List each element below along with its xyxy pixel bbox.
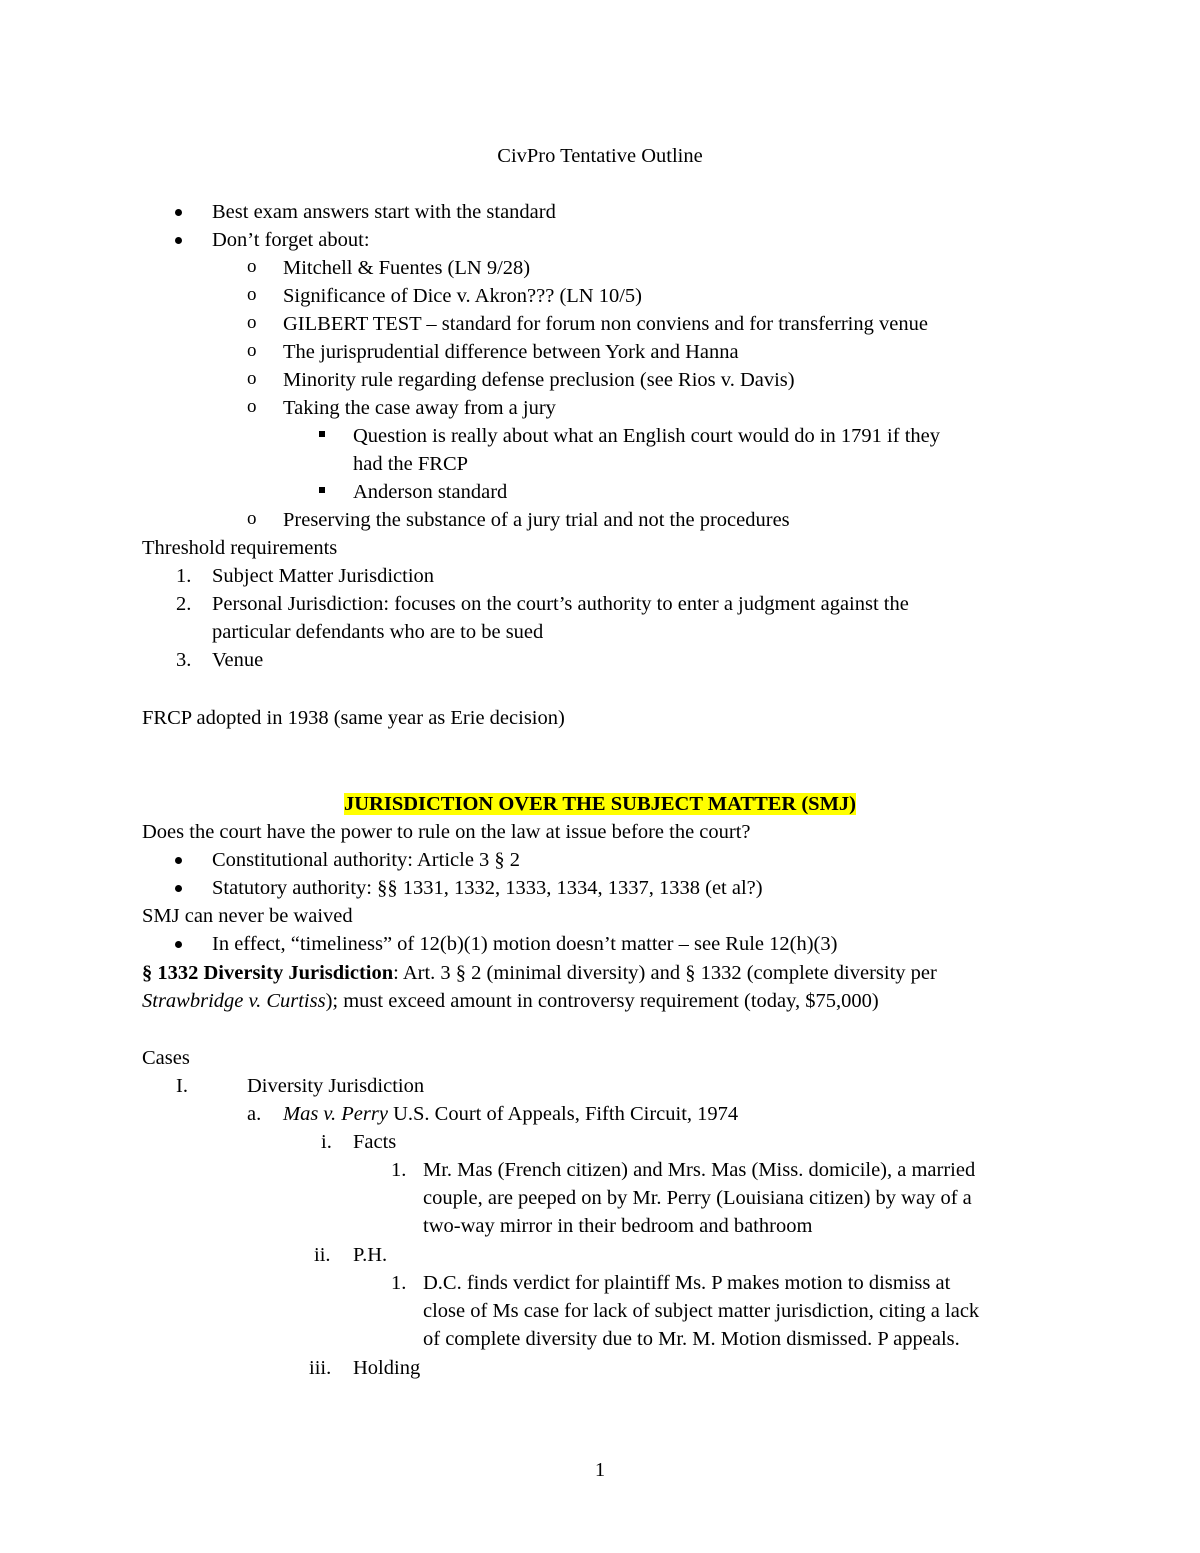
list-item: Best exam answers start with the standard [212, 198, 556, 226]
diversity-paragraph-continuation: Strawbridge v. Curtiss); must exceed amount in controversy requirement (today, $75,000) [142, 990, 879, 1012]
bullet-icon [175, 941, 182, 948]
bullet-icon [175, 885, 182, 892]
cases-heading: Cases [142, 1047, 190, 1069]
numbered-item: 3. Venue [176, 649, 264, 671]
hollow-bullet-icon: o [247, 396, 257, 417]
hollow-bullet-icon: o [247, 256, 257, 277]
outline-level-3: i. Facts [321, 1131, 397, 1153]
list-item: o The jurisprudential difference between York and Hanna [283, 338, 739, 366]
outline-continuation: two-way mirror in their bedroom and bathroom [423, 1215, 813, 1237]
smj-question: Does the court have the power to rule on the law at issue before the court? [142, 821, 751, 843]
list-item: o Preserving the substance of a jury trial and not the procedures [283, 506, 790, 534]
list-item: Question is really about what an English court would do in 1791 if they [353, 422, 940, 450]
list-item: Anderson standard [353, 478, 507, 506]
outline-level-3: iii. Holding [309, 1357, 421, 1379]
outline-continuation: couple, are peeped on by Mr. Perry (Louisiana citizen) by way of a [423, 1187, 972, 1209]
square-bullet-icon [319, 431, 325, 437]
section-heading: Threshold requirements [142, 537, 338, 559]
diversity-paragraph: § 1332 Diversity Jurisdiction: Art. 3 § 2 (minimal diversity) and § 1332 (complete diversity per [142, 962, 937, 984]
bullet-icon [175, 237, 182, 244]
bullet-icon [175, 857, 182, 864]
list-item-continuation: had the FRCP [353, 453, 469, 475]
case-entry: a. Mas v. Perry U.S. Court of Appeals, Fifth Circuit, 1974 [247, 1103, 739, 1125]
hollow-bullet-icon: o [247, 508, 257, 529]
list-item: o Taking the case away from a jury [283, 394, 556, 422]
document-title: CivPro Tentative Outline [497, 145, 703, 167]
smj-heading: JURISDICTION OVER THE SUBJECT MATTER (SMJ) [343, 793, 857, 815]
outline-level-4: 1. Mr. Mas (French citizen) and Mrs. Mas (Miss. domicile), a married [391, 1159, 976, 1181]
list-item: o Minority rule regarding defense preclusion (see Rios v. Davis) [283, 366, 795, 394]
list-item: Constitutional authority: Article 3 § 2 [212, 846, 520, 874]
outline-level-4: 1. D.C. finds verdict for plaintiff Ms. P makes motion to dismiss at [391, 1272, 951, 1294]
outline-continuation: close of Ms case for lack of subject matter jurisdiction, citing a lack [423, 1300, 980, 1322]
numbered-item-continuation: particular defendants who are to be sued [212, 621, 544, 643]
numbered-item: 2. Personal Jurisdiction: focuses on the court’s authority to enter a judgment against the [176, 593, 909, 615]
bullet-icon [175, 209, 182, 216]
list-item: o Significance of Dice v. Akron??? (LN 10/5) [283, 282, 642, 310]
numbered-item: 1. Subject Matter Jurisdiction [176, 565, 435, 587]
list-item: Don’t forget about: [212, 226, 370, 254]
list-item: o GILBERT TEST – standard for forum non conviens and for transferring venue [283, 310, 928, 338]
hollow-bullet-icon: o [247, 340, 257, 361]
smj-waiver: SMJ can never be waived [142, 905, 353, 927]
hollow-bullet-icon: o [247, 312, 257, 333]
hollow-bullet-icon: o [247, 368, 257, 389]
list-item: o Mitchell & Fuentes (LN 9/28) [283, 254, 530, 282]
list-item: In effect, “timeliness” of 12(b)(1) motion doesn’t matter – see Rule 12(h)(3) [212, 930, 837, 958]
square-bullet-icon [319, 487, 325, 493]
outline-continuation: of complete diversity due to Mr. M. Motion dismissed. P appeals. [423, 1328, 960, 1350]
hollow-bullet-icon: o [247, 284, 257, 305]
page-number: 1 [594, 1459, 606, 1481]
list-item: Statutory authority: §§ 1331, 1332, 1333, 1334, 1337, 1338 (et al?) [212, 874, 763, 902]
outline-level-1: I. Diversity Jurisdiction [176, 1075, 425, 1097]
frcp-note: FRCP adopted in 1938 (same year as Erie decision) [142, 707, 565, 729]
outline-level-3: ii. P.H. [314, 1244, 388, 1266]
